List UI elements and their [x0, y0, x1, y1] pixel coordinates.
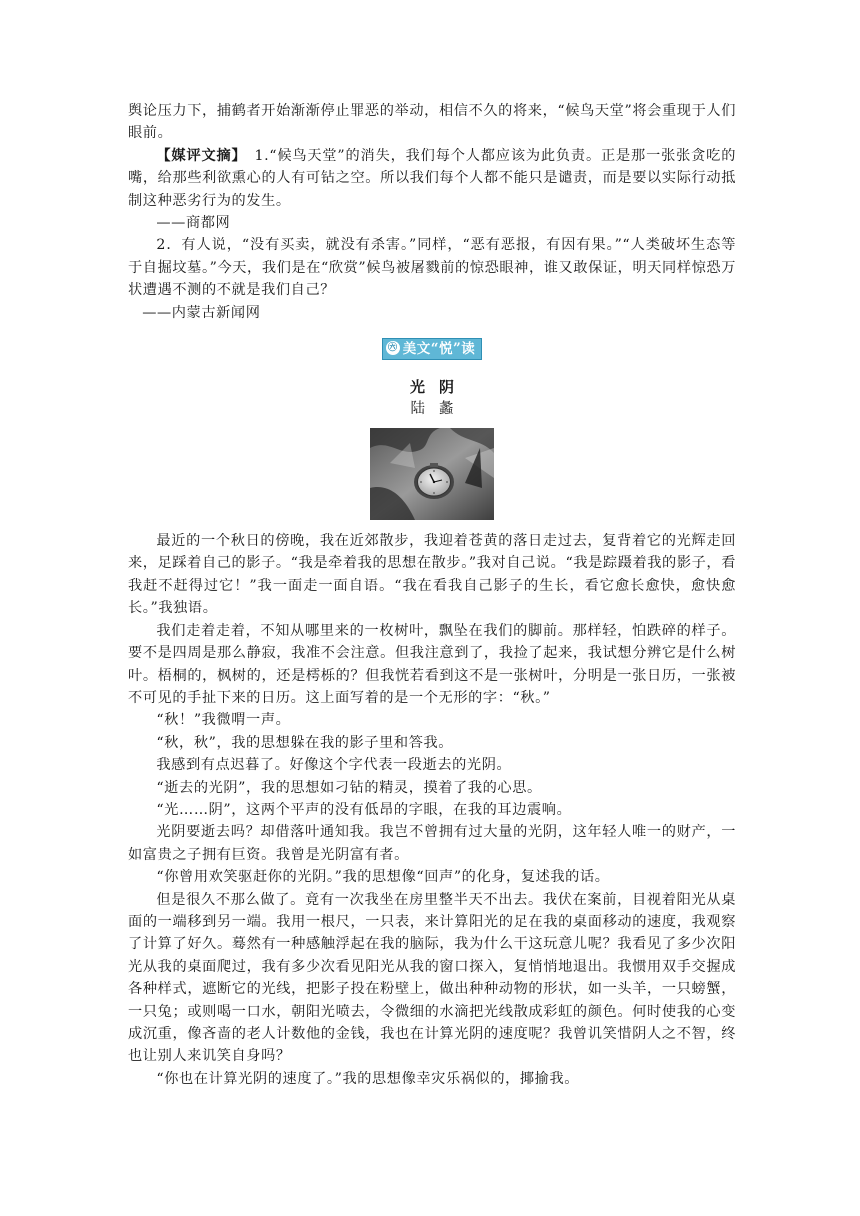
media-review-item-1 — [128, 145, 736, 212]
media-review-item-1-text: 1.“候鸟天堂”的消失，我们每个人都应该为此负责。正是那一张张贪吃的嘴，给那些利欲熏心的人有可钻之空。所以我们每个人都不能只是谴责，而是要以实际行动抵制这种恶劣行为的发生。 — [128, 147, 736, 209]
page-content — [128, 100, 736, 1090]
section-badge-label: 美文“悦”读 — [402, 341, 476, 358]
leaf-circle-icon: ㊅ — [386, 341, 400, 355]
media-review-item-2: 2．有人说，“没有买卖，就没有杀害。”同样，“恶有恶报，有因有果。”“人类破坏生态等于自掘坟墓。”今天，我们是在“欣赏”候鸟被屠戮前的惊恐眼神，谁又敢保证，明天同样惊恐万状遭遇不测的不就是我们自己？ — [128, 237, 736, 299]
clock-illustration — [370, 428, 494, 520]
article-author: 陆蠡 — [410, 401, 468, 418]
article-paragraph: “秋！”我微喟一声。 — [156, 712, 291, 729]
article-paragraph: 我感到有点迟暮了。好像这个字代表一段逝去的光阴。 — [156, 757, 512, 774]
article-paragraph: “你曾用欢笑驱赶你的光阴。”我的思想像“回声”的化身，复述我的话。 — [156, 869, 610, 886]
article-paragraph: “逝去的光阴”，我的思想如刁钻的精灵，摸着了我的心思。 — [156, 779, 542, 796]
article-paragraph: 光阴要逝去吗？却借落叶通知我。我岂不曾拥有过大量的光阴，这年轻人唯一的财产，一如富贵之子拥有巨资。我曾是光阴富有者。 — [128, 824, 736, 863]
media-review-source-1: ——商都网 — [156, 215, 231, 232]
article-paragraph: 最近的一个秋日的傍晚，我在近郊散步，我迎着苍黄的落日走过去，复背着它的光辉走回来，足踩着自己的影子。“我是牵着我的思想在散步。”我对自己说。“我是踪蹑着我的影子，看我赶不赶得过它！”我一面走一面自语。“我在看我自己影子的生长，看它愈长愈快，愈快愈长。”我独语。 — [128, 533, 736, 617]
article-paragraph: 我们走着走着，不知从哪里来的一枚树叶，飘坠在我们的脚前。那样轻，怕跌碎的样子。要不是四周是那么静寂，我准不会注意。但我注意到了，我捡了起来，我试想分辨它是什么树叶。梧桐的，枫树的，还是樗栎的？但我恍若看到这不是一张树叶，分明是一张日历，一张被不可见的手扯下来的日历。这上面写着的是一个无形的字：“秋。” — [128, 622, 736, 706]
article-paragraph: 但是很久不那么做了。竟有一次我坐在房里整半天不出去。我伏在案前，目视着阳光从桌面的一端移到另一端。我用一根尺，一只表，来计算阳光的足在我的桌面移动的速度，我观察了计算了好久。蓦然有一种感触浮起在我的脑际，我为什么干这玩意儿呢？我看见了多少次阳光从我的桌面爬过，我有多少次看见阳光从我的窗口探入，复悄悄地退出。我惯用双手交握成各种样式，遮断它的光线，把影子投在粉壁上，做出种种动物的形状，如一头羊，一只螃蟹，一只兔；或则喝一口水，朝阳光喷去，令微细的水滴把光线散成彩虹的颜色。何时使我的心变成沉重，像吝啬的老人计数他的金钱，我也在计算光阴的速度呢？我曾讥笑惜阴人之不智，终也让别人来讥笑自身吗？ — [128, 891, 736, 1065]
article-title: 光阴 — [409, 378, 468, 397]
media-review-label: 【媒评文摘】 — [156, 147, 240, 164]
section-badge — [382, 338, 483, 360]
top-paragraph: 舆论压力下，捕鹤者开始渐渐停止罪恶的举动，相信不久的将来，“候鸟天堂”将会重现于人们眼前。 — [128, 103, 736, 142]
media-review-source-2: ——内蒙古新闻网 — [142, 304, 261, 321]
article-paragraph: “秋，秋”，我的思想躲在我的影子里和答我。 — [156, 734, 454, 751]
section-badge-wrap — [128, 338, 736, 362]
article-paragraph: “光……阴”，这两个平声的没有低昂的字眼，在我的耳边震响。 — [156, 801, 572, 818]
article-paragraph: “你也在计算光阴的速度了。”我的思想像幸灾乐祸似的，揶揄我。 — [156, 1070, 580, 1087]
